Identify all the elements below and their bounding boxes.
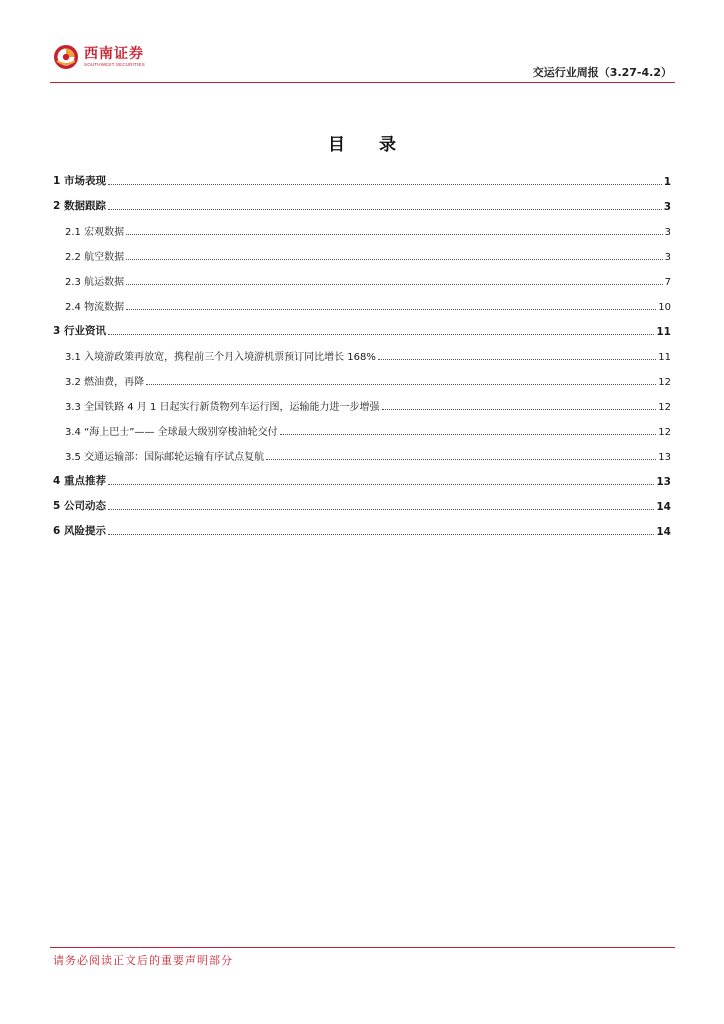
- toc-subentry[interactable]: [53, 420, 671, 438]
- toc-entry-title: 4 重点推荐: [53, 475, 106, 487]
- toc-dot-leader: [108, 209, 662, 210]
- toc-dot-leader: [266, 459, 656, 460]
- toc-entry[interactable]: [53, 195, 671, 213]
- report-title: 交运行业周报（3.27-4.2）: [532, 66, 672, 79]
- toc-entry-title: 2 数据跟踪: [53, 200, 106, 212]
- toc-entry-page: 11: [656, 326, 671, 338]
- toc-entry-title: 5 公司动态: [53, 500, 106, 512]
- toc-entry-page: 13: [658, 452, 671, 463]
- toc-dot-leader: [108, 509, 654, 510]
- toc-subentry[interactable]: [53, 345, 671, 363]
- toc-entry-title: 2.3 航运数据: [65, 277, 125, 288]
- toc-entry-title: 2.4 物流数据: [65, 302, 125, 313]
- toc-dot-leader: [126, 259, 663, 260]
- toc-dot-leader: [126, 309, 656, 310]
- toc-dot-leader: [126, 234, 663, 235]
- toc-entry-title: 2.1 宏观数据: [65, 227, 125, 238]
- toc-dot-leader: [280, 434, 657, 435]
- toc-entry-title: 6 风险提示: [53, 525, 106, 537]
- toc-entry[interactable]: [53, 470, 671, 488]
- toc-entry-page: 14: [656, 526, 671, 538]
- logo-chinese-name: 西南证券: [84, 45, 144, 62]
- toc-entry-page: 3: [663, 201, 671, 213]
- footer-disclaimer-notice: 请务必阅读正文后的重要声明部分: [53, 954, 233, 967]
- toc-entry-title: 3.4 “海上巴士”—— 全球最大级别穿梭油轮交付: [65, 427, 278, 438]
- toc-entry-page: 3: [664, 252, 671, 263]
- toc-entry-page: 12: [658, 402, 671, 413]
- toc-entry-title: 3.3 全国铁路 4 月 1 日起实行新货物列车运行图，运输能力进一步增强: [65, 402, 380, 413]
- toc-heading: 目 录: [328, 135, 410, 155]
- toc-subentry[interactable]: [53, 270, 671, 288]
- header-divider: [50, 82, 675, 83]
- toc-entry-title: 3.2 燃油费，再降: [65, 377, 145, 388]
- footer-divider: [50, 947, 675, 948]
- toc-subentry[interactable]: [53, 445, 671, 463]
- toc-entry-page: 13: [656, 476, 671, 488]
- toc-entry-page: 3: [664, 227, 671, 238]
- toc-entry-title: 2.2 航空数据: [65, 252, 125, 263]
- toc-entry[interactable]: [53, 495, 671, 513]
- toc-entry-page: 7: [664, 277, 671, 288]
- toc-entry-title: 3.1 入境游政策再放宽，携程前三个月入境游机票预订同比增长 168%: [65, 352, 376, 363]
- toc-entry-page: 12: [658, 427, 671, 438]
- toc-dot-leader: [378, 359, 656, 360]
- toc-subentry[interactable]: [53, 295, 671, 313]
- toc-dot-leader: [126, 284, 663, 285]
- toc-dot-leader: [146, 384, 656, 385]
- toc-entry-page: 1: [663, 176, 671, 188]
- toc-entry[interactable]: [53, 520, 671, 538]
- toc-dot-leader: [382, 409, 657, 410]
- toc-entry[interactable]: [53, 320, 671, 338]
- logo-english-name: SOUTHWEST SECURITIES: [84, 61, 145, 67]
- toc-dot-leader: [108, 334, 654, 335]
- company-logo: [53, 44, 145, 70]
- toc-subentry[interactable]: [53, 220, 671, 238]
- toc-dot-leader: [108, 534, 654, 535]
- toc-entry-page: 14: [656, 501, 671, 513]
- toc-entry-title: 3 行业资讯: [53, 325, 106, 337]
- toc-entry-page: 11: [658, 352, 671, 363]
- toc-entry-title: 3.5 交通运输部：国际邮轮运输有序试点复航: [65, 452, 265, 463]
- toc-entry[interactable]: [53, 170, 671, 188]
- company-logo-icon: [53, 44, 79, 70]
- toc-entry-page: 10: [658, 302, 671, 313]
- toc-subentry[interactable]: [53, 395, 671, 413]
- toc-dot-leader: [108, 484, 654, 485]
- toc-entry-page: 12: [658, 377, 671, 388]
- toc-subentry[interactable]: [53, 370, 671, 388]
- toc-dot-leader: [108, 184, 662, 185]
- toc-subentry[interactable]: [53, 245, 671, 263]
- toc-entry-title: 1 市场表现: [53, 175, 106, 187]
